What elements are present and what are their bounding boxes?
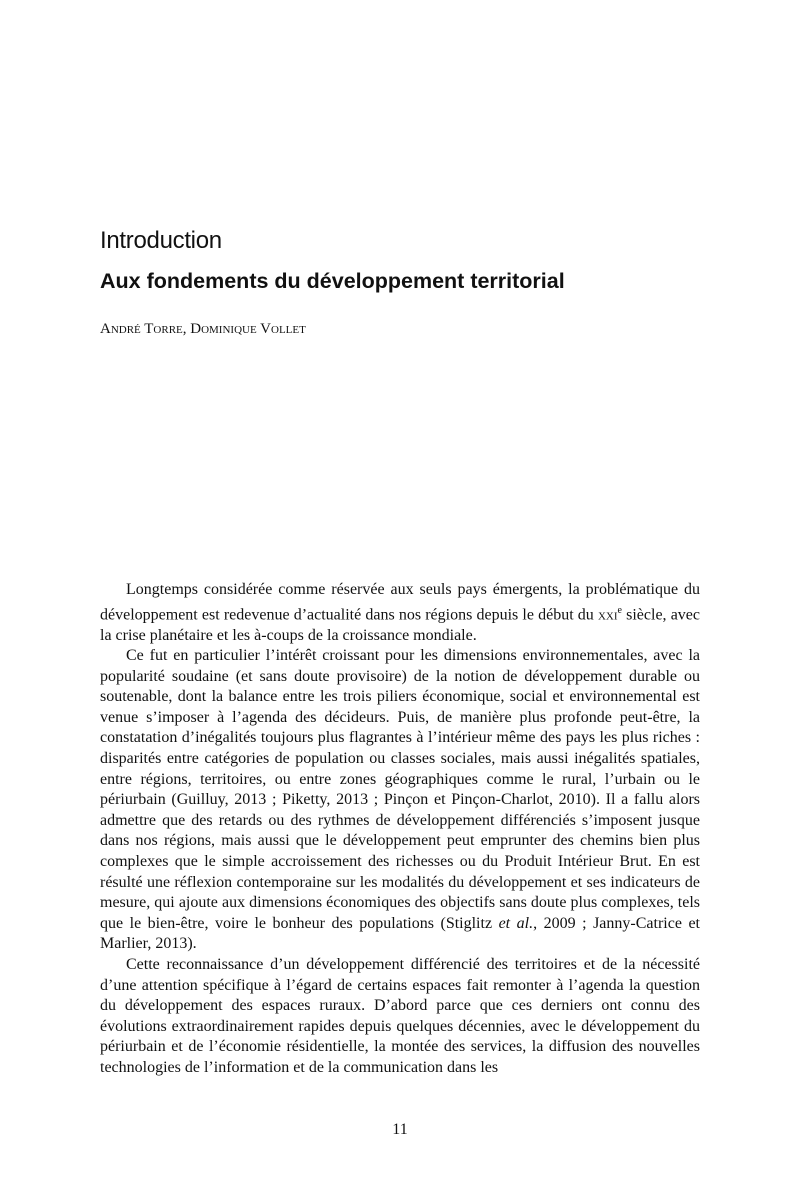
body-text bbox=[100, 580, 700, 1079]
paragraph-2-text-a: Ce fut en particulier l’intérêt croissant pour les dimensions environnementales, avec la popularité soudaine (et sans doute provisoire) de la notion de développement durable ou soutenable, dont la balance entre les trois piliers économique, social et environnemental est venue s’imposer à l’agenda des décideurs. Puis, de manière plus profonde peut-être, la constatation d’inégalités toujours plus flagrantes à l’intérieur même des pays les plus riches : disparités entre catégories de population ou classes sociales, mais aussi inégalités spatiales, entre régions, territoires, ou entre zones géographiques comme le rural, l’urbain ou le périurbain (Guilluy, 2013 ; Piketty, 2013 ; Pinçon et Pinçon-Charlot, 2010). Il a fallu alors admettre que des retards ou des rythmes de développement différenciés s’imposent jusque dans nos régions, mais aussi que le développement peut emprunter des chemins bien plus complexes que le simple accroissement des richesses ou du Produit Intérieur Brut. En est résulté une réflexion contemporaine sur les modalités du développement et ses indicateurs de mesure, qui ajoute aux dimensions économiques des objectifs sans doute plus complexes, tels que le bien-être, voire le bonheur des populations (Stiglitz bbox=[100, 647, 700, 932]
paragraph-3: Cette reconnaissance d’un développement différencié des territoires et de la nécessité d’une attention spécifique à l’égard de certains espaces fait remonter à l’agenda la question du développement des espaces ruraux. D’abord parce que ces derniers ont connu des évolutions extraordinairement rapides depuis quelques décennies, avec le développement du périurbain et de l’économie résidentielle, la montée des services, la diffusion des nouvelles technologies de l’information et de la communication dans les bbox=[100, 956, 700, 1076]
et-al-citation: et al. bbox=[498, 914, 534, 932]
paragraph-1 bbox=[100, 580, 700, 646]
page-number: 11 bbox=[392, 1121, 408, 1138]
paragraph-2 bbox=[100, 646, 700, 955]
chapter-label: Introduction bbox=[100, 227, 222, 254]
chapter-authors: André Torre, Dominique Vollet bbox=[100, 321, 306, 337]
paragraph-2-text-b: , 2009 ; Janny-Catrice et Marlier, 2013). bbox=[100, 914, 700, 953]
paragraph-1-text-b: siècle, avec la crise planétaire et les à-coups de la croissance mondiale. bbox=[100, 605, 700, 644]
chapter-title: Aux fondements du développement territorial bbox=[100, 269, 565, 293]
century-numeral: xxi bbox=[597, 605, 618, 623]
paragraph-1-text-a: Longtemps considérée comme réservée aux seuls pays émergents, la problématique du développement est redevenue d’actualité dans nos régions depuis le début du bbox=[100, 581, 700, 623]
century-superscript: e bbox=[617, 604, 622, 616]
